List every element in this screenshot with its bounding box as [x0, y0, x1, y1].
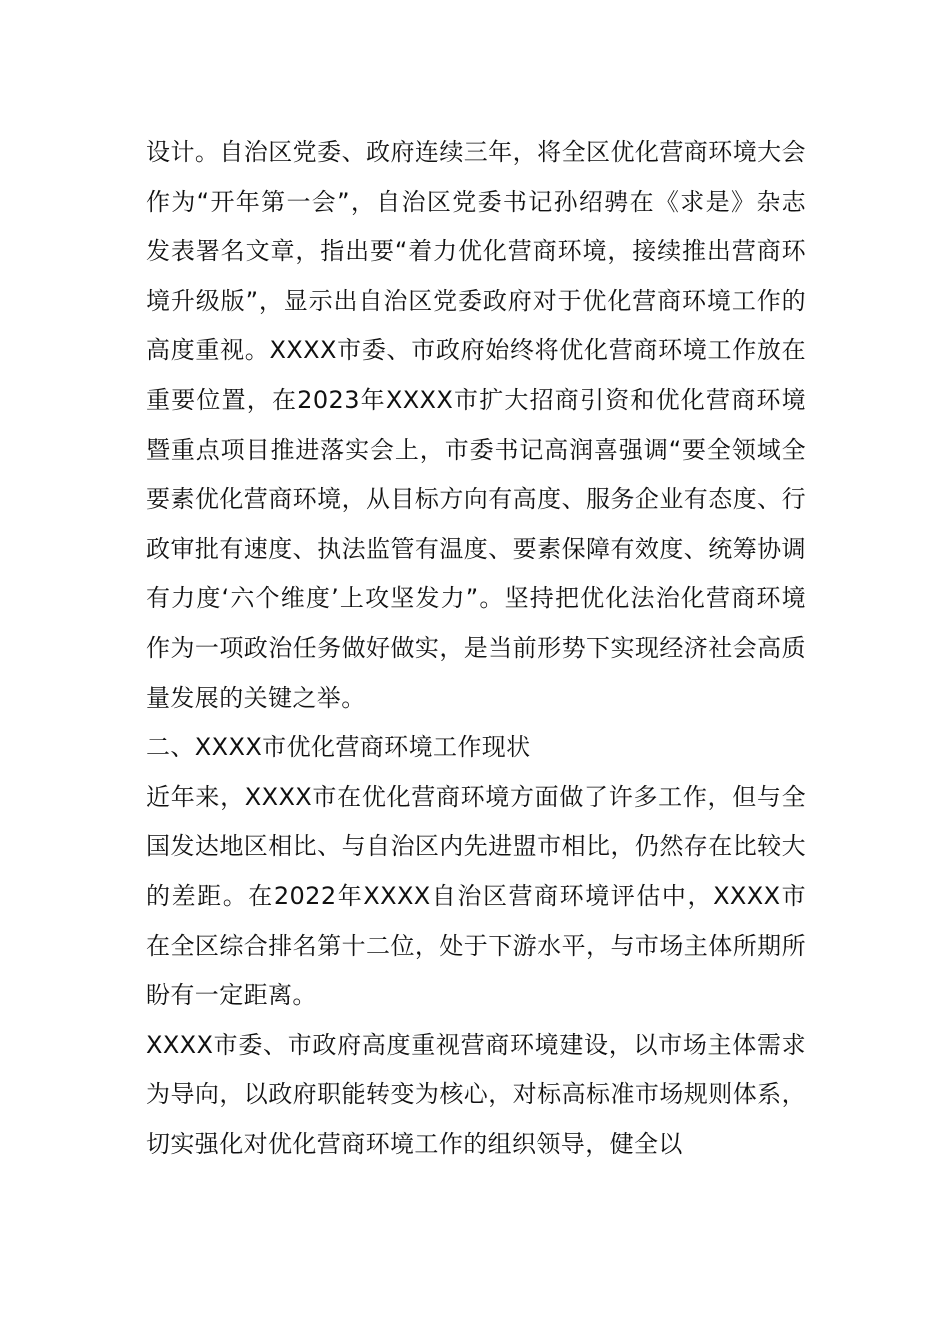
paragraph-current-status: 近年来，XXXX市在优化营商环境方面做了许多工作，但与全国发达地区相比、与自治区内先进盟市相比，仍然存在比较大的差距。在2022年XXXX自治区营商环境评估中，XXXX市在全区综合排名第十二位，处于下游水平，与市场主体所期所盼有一定距离。 [146, 782, 806, 1010]
document-body [146, 128, 806, 1169]
section-heading: 二、XXXX市优化营商环境工作现状 [146, 733, 531, 762]
paragraph-government-measures: XXXX市委、市政府高度重视营商环境建设，以市场主体需求为导向，以政府职能转变为核心，对标高标准市场规则体系，切实强化对优化营商环境工作的组织领导，健全以 [146, 1030, 806, 1158]
paragraph-continuation: 设计。自治区党委、政府连续三年，将全区优化营商环境大会作为“开年第一会”，自治区党委书记孙绍骋在《求是》杂志发表署名文章，指出要“着力优化营商环境，接续推出营商环境升级版”，显示出自治区党委政府对于优化营商环境工作的高度重视。XXXX市委、市政府始终将优化营商环境工作放在重要位置，在2023年XXXX市扩大招商引资和优化营商环境暨重点项目推进落实会上，市委书记高润喜强调“要全领域全要素优化营商环境，从目标方向有高度、服务企业有态度、行政审批有速度、执法监管有温度、要素保障有效度、统筹协调有力度‘六个维度’上攻坚发力”。坚持把优化法治化营商环境作为一项政治任务做好做实，是当前形势下实现经济社会高质量发展的关键之举。 [146, 138, 806, 712]
